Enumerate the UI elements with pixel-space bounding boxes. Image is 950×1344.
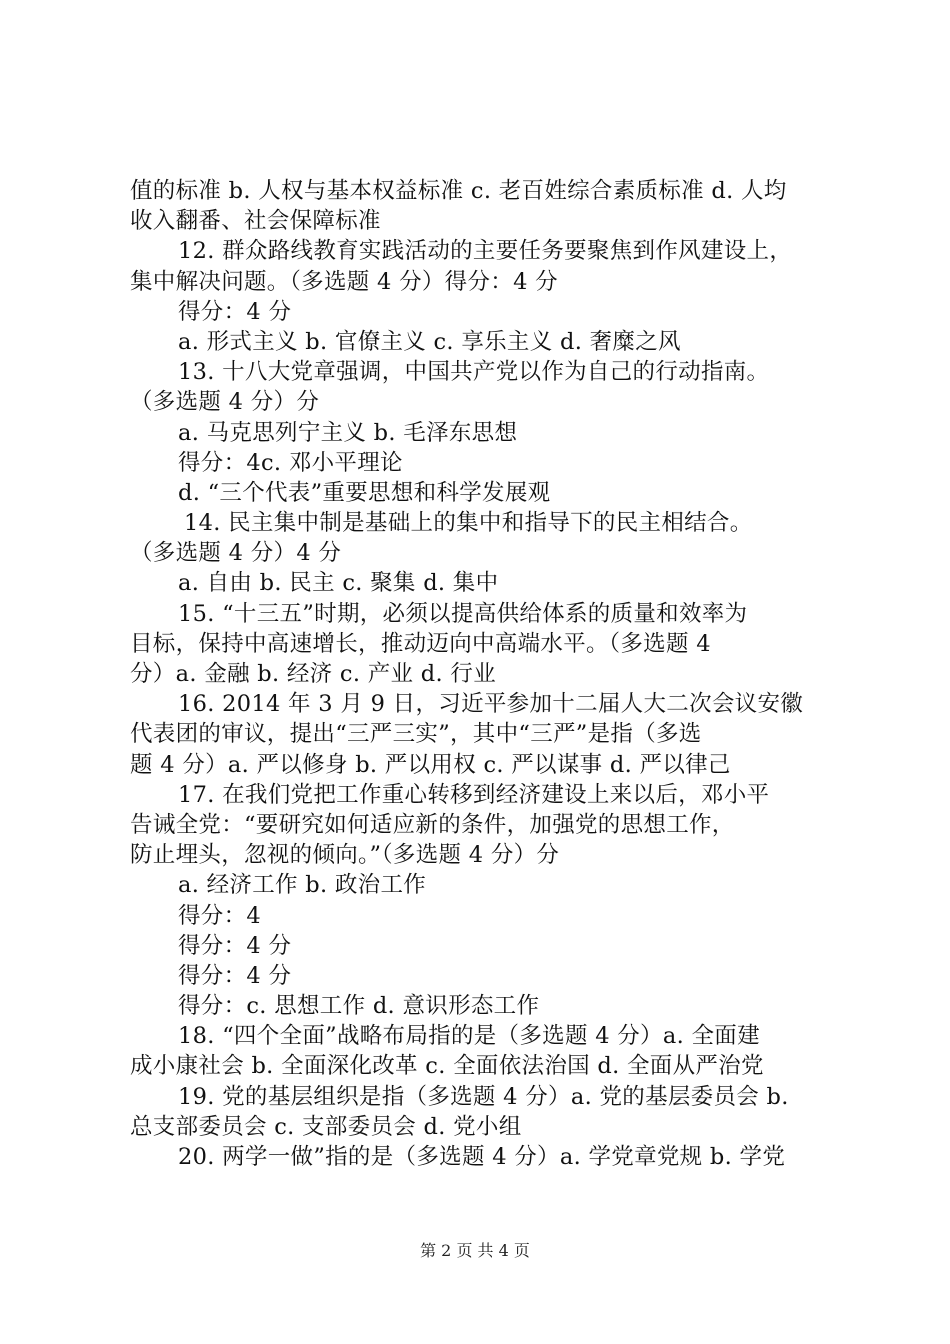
question-16-line: 16. 2014 年 3 月 9 日，习近平参加十二届人大二次会议安徽 xyxy=(178,691,804,718)
question-20-line: 20. 两学一做”指的是（多选题 4 分）a. 学党章党规 b. 学党 xyxy=(178,1144,786,1170)
question-13-line: 13. 十八大党章强调，中国共产党以作为自己的行动指南。 xyxy=(178,359,770,386)
text-line: 代表团的审议，提出“三严三实”，其中“三严”是指（多选 xyxy=(130,721,702,748)
text-line: 告诫全党：“要研究如何适应新的条件，加强党的思想工作， xyxy=(130,811,735,838)
question-14-line: 14. 民主集中制是基础上的集中和指导下的民主相结合。 xyxy=(184,510,753,537)
score-line: 得分：c. 思想工作 d. 意识形态工作 xyxy=(178,993,540,1020)
text-line: 集中解决问题。（多选题 4 分）得分：4 分 xyxy=(130,268,558,295)
question-17-line: 17. 在我们党把工作重心转移到经济建设上来以后，邓小平 xyxy=(178,781,770,808)
score-line: 得分：4 分 xyxy=(178,298,292,325)
question-19-line: 19. 党的基层组织是指（多选题 4 分）a. 党的基层委员会 b. xyxy=(178,1083,789,1110)
score-line: 得分：4 分 xyxy=(178,932,292,959)
score-line: 得分：4 分 xyxy=(178,962,292,989)
text-line: 成小康社会 b. 全面深化改革 c. 全面依法治国 d. 全面从严治党 xyxy=(130,1053,764,1080)
text-line: 总支部委员会 c. 支部委员会 d. 党小组 xyxy=(130,1113,522,1140)
text-line: 题 4 分）a. 严以修身 b. 严以用权 c. 严以谋事 d. 严以律己 xyxy=(130,751,731,778)
text-line: 收入翻番、社会保障标准 xyxy=(130,208,381,235)
options-line: a. 自由 b. 民主 c. 聚集 d. 集中 xyxy=(178,570,499,597)
options-line: a. 形式主义 b. 官僚主义 c. 享乐主义 d. 奢糜之风 xyxy=(178,328,681,355)
options-line: d. “三个代表”重要思想和科学发展观 xyxy=(178,479,551,506)
text-line: （多选题 4 分）分 xyxy=(130,389,320,416)
text-line: （多选题 4 分）4 分 xyxy=(130,540,342,567)
options-line: a. 经济工作 b. 政治工作 xyxy=(178,872,427,899)
question-18-line: 18. “四个全面”战略布局指的是（多选题 4 分）a. 全面建 xyxy=(178,1023,760,1050)
text-line: 防止埋头，忽视的倾向。”（多选题 4 分）分 xyxy=(130,842,560,869)
score-line: 得分：4 xyxy=(178,902,262,929)
text-line: 值的标准 b. 人权与基本权益标准 c. 老百姓综合素质标准 d. 人均 xyxy=(130,178,787,204)
page-footer: 第 2 页 共 4 页 xyxy=(420,1241,530,1260)
document-body xyxy=(130,176,842,1172)
score-line: 得分：4c. 邓小平理论 xyxy=(178,449,403,476)
text-line: 分）a. 金融 b. 经济 c. 产业 d. 行业 xyxy=(130,661,496,687)
question-15-line: 15. “十三五”时期，必须以提高供给体系的质量和效率为 xyxy=(178,600,748,627)
options-line: a. 马克思列宁主义 b. 毛泽东思想 xyxy=(178,419,518,446)
question-12-line: 12. 群众路线教育实践活动的主要任务要聚焦到作风建设上， xyxy=(178,238,793,265)
text-line: 目标，保持中高速增长，推动迈向中高端水平。（多选题 4 xyxy=(130,630,711,657)
